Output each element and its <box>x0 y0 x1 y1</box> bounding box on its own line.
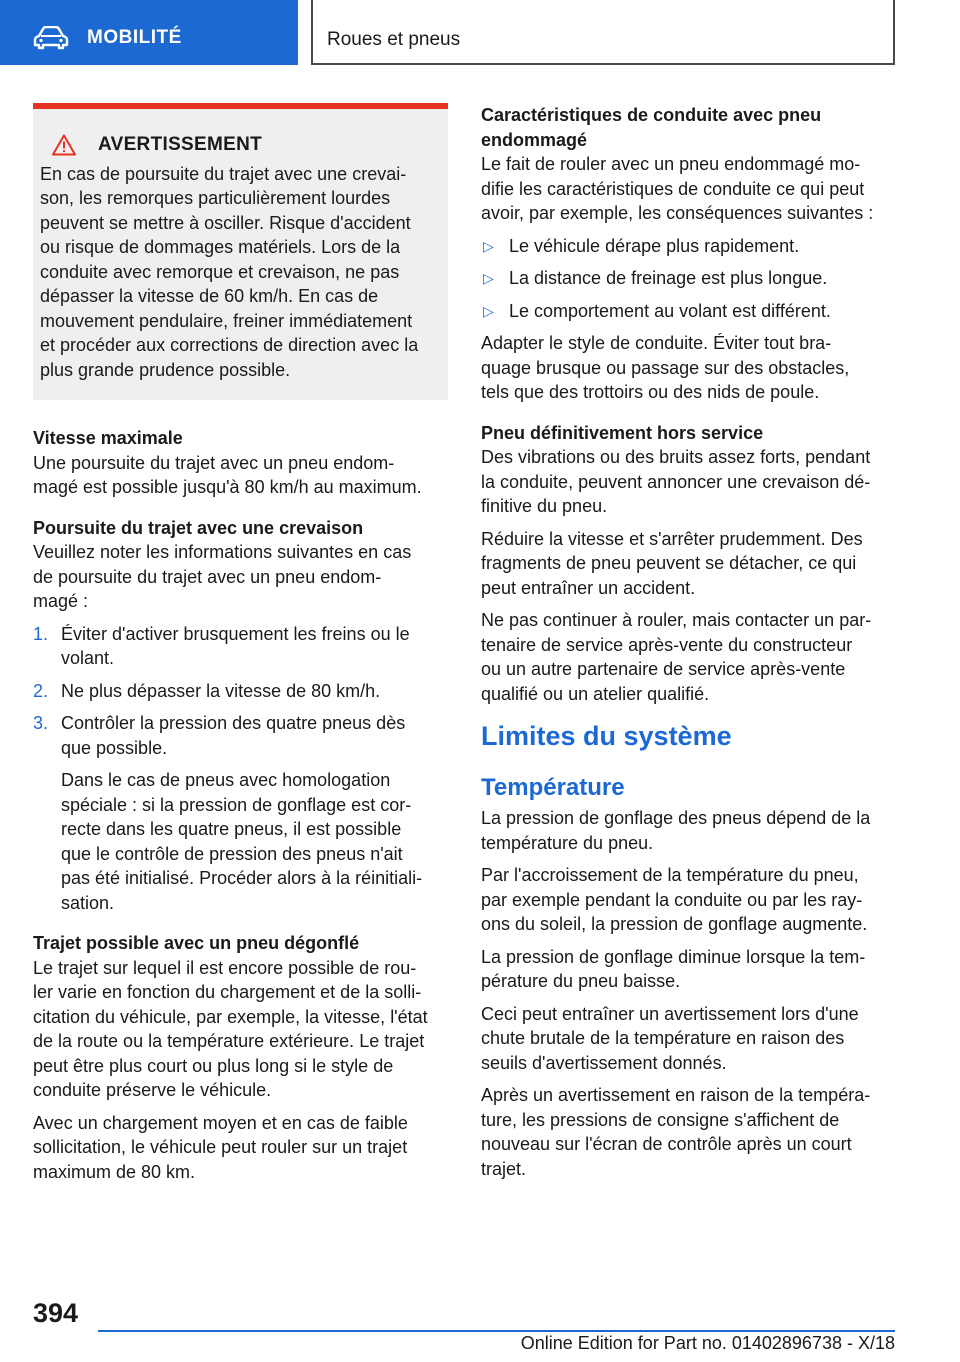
paragraph <box>481 331 895 405</box>
text-line: sation. <box>61 892 115 913</box>
triangle-bullet-icon: ▷ <box>483 302 494 319</box>
footer-divider <box>98 1330 895 1332</box>
paragraph <box>33 956 448 1103</box>
text-line: finitive du pneu. <box>481 496 608 516</box>
text-line: La pression de gonflage des pneus dépend de la <box>481 808 871 828</box>
text-line: nouveau sur l'écran de contrôle après un court <box>481 1134 852 1154</box>
warning-box <box>33 103 448 400</box>
paragraph <box>481 945 895 994</box>
heading-line: endommagé <box>481 129 588 150</box>
text-line: par exemple pendant la conduite ou par les ray‐ <box>481 889 863 910</box>
step-3-note <box>33 768 448 915</box>
list-item <box>481 234 895 259</box>
continue-intro <box>33 540 448 614</box>
warning-header <box>40 133 438 158</box>
text-line: seuils d'avertissement donnés. <box>481 1052 727 1073</box>
text-line: spéciale : si la pression de gonflage est cor‐ <box>61 794 412 815</box>
text-line: pas été initialisé. Procéder alors à la réinitiali‐ <box>61 868 423 888</box>
warning-line: plus grande prudence possible. <box>40 359 291 380</box>
paragraph <box>481 1083 895 1181</box>
list-item <box>481 266 895 291</box>
text-line: Ne plus dépasser la vitesse de 80 km/h. <box>61 680 381 701</box>
text-line: Le trajet sur lequel il est encore possible de rou‐ <box>33 957 417 978</box>
warning-line: son, les remorques particulièrement lourdes <box>40 188 391 208</box>
warning-line: En cas de poursuite du trajet avec une crevai‐ <box>40 163 407 184</box>
step-number: 2. <box>33 680 49 701</box>
broken-heading: Pneu définitivement hors service <box>481 422 764 443</box>
edition-text: Online Edition for Part no. 01402896738 - X/18 <box>520 1333 895 1353</box>
step-number: 1. <box>33 623 49 644</box>
right-column <box>481 103 895 1181</box>
text-line: tenaire de service après-vente du constructeur <box>481 634 853 655</box>
text-line: maximum de 80 km. <box>33 1161 196 1182</box>
speed-heading: Vitesse maximale <box>33 428 183 448</box>
text-line: Des vibrations ou des bruits assez forts, pendant <box>481 447 871 467</box>
paragraph <box>33 1111 448 1185</box>
warning-line: et procéder aux corrections de direction avec la <box>40 335 419 355</box>
left-column <box>33 103 448 1184</box>
text-line: peut être plus court ou plus long si le style de <box>33 1055 394 1076</box>
warning-line: conduite avec remorque et crevaison, ne pas <box>40 261 400 282</box>
warning-line: dépasser la vitesse de 60 km/h. En cas de <box>40 286 379 306</box>
text-line: volant. <box>61 648 115 668</box>
text-line: Une poursuite du trajet avec un pneu endom‐ <box>33 452 395 473</box>
text-line: Ceci peut entraîner un avertissement lors d'une <box>481 1003 859 1024</box>
heading-line: Caractéristiques de conduite avec pneu <box>481 105 822 125</box>
temperature-heading: Température <box>481 774 625 801</box>
continue-heading: Poursuite du trajet avec une crevaison <box>33 517 364 538</box>
text-line: Le fait de rouler avec un pneu endommagé mo‐ <box>481 154 861 174</box>
chapter-title: Roues et pneus <box>327 29 461 50</box>
paragraph <box>481 445 895 519</box>
bullet-text: La distance de freinage est plus longue. <box>509 268 828 288</box>
paragraph <box>481 152 895 226</box>
text-line: Réduire la vitesse et s'arrêter prudemment. Des <box>481 528 863 549</box>
text-line: avoir, par exemple, les conséquences suivantes : <box>481 203 874 223</box>
limits-heading: Limites du système <box>481 721 732 751</box>
paragraph <box>481 608 895 706</box>
paragraph <box>481 1002 895 1076</box>
text-line: peut entraîner un accident. <box>481 577 696 598</box>
text-line: ler varie en fonction du chargement et de la solli‐ <box>33 982 422 1002</box>
paragraph <box>481 527 895 601</box>
text-line: Par l'accroissement de la température du pneu, <box>481 865 859 885</box>
text-line: Dans le cas de pneus avec homologation <box>61 770 391 790</box>
steps-list <box>33 622 448 761</box>
text-line: Ne pas continuer à rouler, mais contacter un par‐ <box>481 610 872 630</box>
text-line: chute brutale de la température en raison des <box>481 1028 845 1048</box>
text-line: ou un autre partenaire de service après-vente <box>481 659 846 679</box>
damaged-heading <box>481 103 895 152</box>
text-line: Adapter le style de conduite. Éviter tout bra‐ <box>481 333 832 353</box>
text-line: Éviter d'activer brusquement les freins ou le <box>61 623 410 644</box>
text-line: que possible. <box>61 737 168 758</box>
step-number: 3. <box>33 713 49 733</box>
triangle-bullet-icon: ▷ <box>483 237 494 254</box>
warning-line: peuvent se mettre à osciller. Risque d'accident <box>40 212 411 233</box>
text-line: ture, les pressions de consigne s'affichent de <box>481 1109 840 1130</box>
consequences-list <box>481 234 895 324</box>
warning-triangle-icon <box>52 134 76 156</box>
broken-section <box>481 421 895 707</box>
warning-text <box>40 162 438 383</box>
text-line: Veuillez noter les informations suivantes en cas <box>33 542 412 562</box>
speed-section <box>33 426 448 500</box>
list-item <box>33 622 448 671</box>
text-line: de la route ou la température extérieure. Le trajet <box>33 1031 425 1051</box>
triangle-bullet-icon: ▷ <box>483 270 494 286</box>
text-line: citation du véhicule, par exemple, la vitesse, l'état <box>33 1006 428 1027</box>
text-line: Avec un chargement moyen et en cas de faible <box>33 1112 408 1133</box>
text-line: tels que des trottoirs ou des nids de poule. <box>481 382 820 402</box>
list-item <box>481 299 895 324</box>
text-line: pérature du pneu baisse. <box>481 971 681 991</box>
damaged-section <box>481 103 895 405</box>
warning-line: ou risque de dommages matériels. Lors de la <box>40 237 401 257</box>
section-tab <box>0 0 298 65</box>
list-item <box>33 679 448 704</box>
text-line: difie les caractéristiques de conduite ce qui peut <box>481 178 865 199</box>
text-line: température du pneu. <box>481 832 654 853</box>
text-line: La pression de gonflage diminue lorsque la tem‐ <box>481 946 866 967</box>
deflated-heading: Trajet possible avec un pneu dégonflé <box>33 933 360 953</box>
text-line: magé : <box>33 591 89 611</box>
text-line: fragments de pneu peuvent se détacher, ce qui <box>481 553 857 573</box>
text-line: de poursuite du trajet avec un pneu endom‐ <box>33 566 382 587</box>
text-line: recte dans les quatre pneus, il est possible <box>61 819 402 839</box>
chapter-tab <box>311 0 895 65</box>
text-line: ons du soleil, la pression de gonflage augmente. <box>481 914 868 934</box>
paragraph <box>481 806 895 855</box>
warning-line: mouvement pendulaire, freiner immédiatement <box>40 310 413 331</box>
text-line: la conduite, peuvent annoncer une crevaison dé‐ <box>481 471 871 492</box>
list-item <box>33 711 448 760</box>
text-line: Contrôler la pression des quatre pneus dès <box>61 713 406 733</box>
text-line: conduite préserve le véhicule. <box>33 1080 272 1100</box>
car-icon <box>33 26 69 50</box>
paragraph <box>481 863 895 937</box>
text-line: trajet. <box>481 1158 527 1179</box>
section-title: MOBILITÉ <box>87 27 182 48</box>
text-line: magé est possible jusqu'à 80 km/h au maximum. <box>33 477 422 497</box>
text-line: sollicitation, le véhicule peut rouler sur un trajet <box>33 1137 408 1157</box>
bullet-text: Le comportement au volant est différent. <box>509 300 831 321</box>
warning-title: AVERTISSEMENT <box>98 134 263 155</box>
text-line: Après un avertissement en raison de la tempéra‐ <box>481 1085 871 1105</box>
text-line: qualifié ou un atelier qualifié. <box>481 683 710 704</box>
bullet-text: Le véhicule dérape plus rapidement. <box>509 235 800 256</box>
page-number: 394 <box>33 1298 79 1328</box>
deflated-section <box>33 931 448 1184</box>
text-line: quage brusque ou passage sur des obstacles, <box>481 357 850 378</box>
text-line: que le contrôle de pression des pneus n'ait <box>61 843 403 864</box>
continue-section <box>33 516 448 916</box>
temperature-section <box>481 774 895 1181</box>
